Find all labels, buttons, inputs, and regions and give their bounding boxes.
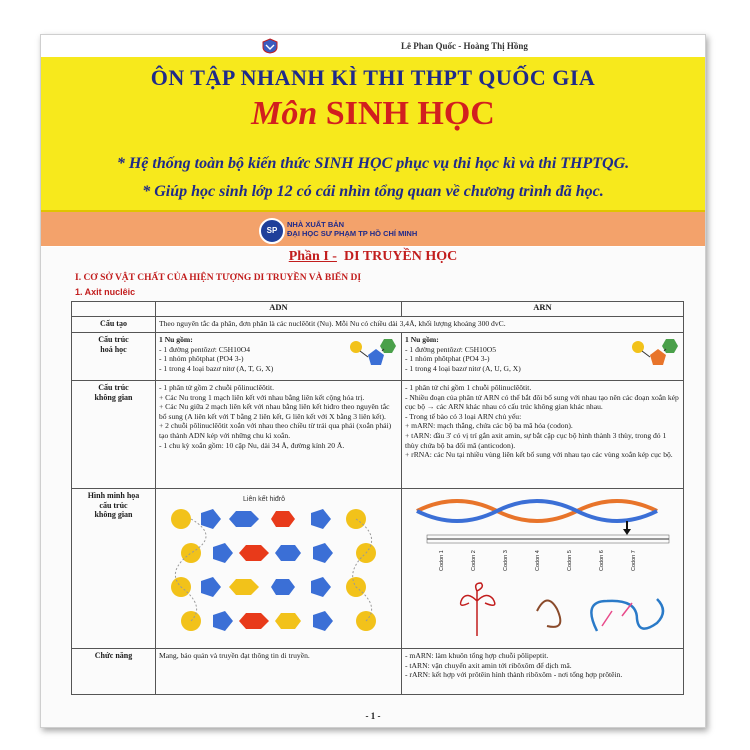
part-heading (41, 249, 705, 265)
row-label-text: cấu trúc (99, 500, 128, 510)
publisher-logo: SP (259, 218, 285, 244)
row-label-minh-hoa (72, 489, 156, 649)
publisher-name (287, 220, 417, 238)
mrna-strand-icon (591, 599, 663, 631)
table-header-row (72, 302, 684, 317)
list-item: - Nhiều đoạn của phân tử ARN có thể bắt đôi bổ sung với nhau tạo nên các đoạn xoắn kép cục bộ → các ARN khác nhau có cấu trúc không gian khác nhau. (405, 392, 679, 412)
top-bar (41, 35, 705, 58)
subject-prefix: Môn (251, 95, 318, 132)
list-item: + mARN: mạch thẳng, chứa các bộ ba mã hóa (codon). (405, 421, 573, 431)
list-item: - 1 phân tử chỉ gồm 1 chuỗi pôlinuclêôtit. (405, 383, 532, 392)
row-label-text: hoá học (100, 344, 127, 354)
hoa-hoc-adn (156, 333, 402, 381)
row-label-text: Cấu trúc (98, 383, 129, 392)
arn-nu-head: 1 Nu gồm: (405, 335, 439, 344)
row-label-text: không gian (94, 392, 133, 402)
dna-pair-row (171, 577, 366, 597)
part-label: Phần I - (288, 249, 337, 264)
school-logo-icon (261, 38, 279, 54)
publisher-line-1: NHÀ XUẤT BẢN (287, 220, 345, 229)
comparison-table (71, 301, 684, 695)
list-item: + Các Nu giữa 2 mạch liên kết với nhau bằng liên kết hiđro theo nguyên tắc bổ sung (A liên kết với T bằng 2 liên kết, G liên kết với X bằng 3 liên kết). (159, 402, 390, 421)
table-row (72, 317, 684, 333)
book-cover (40, 34, 706, 728)
list-item: - 1 phân tử gồm 2 chuỗi pôlinuclêôtit. (159, 383, 275, 392)
dna-pair-row (171, 509, 366, 529)
subsection-heading: 1. Axit nuclêic (75, 287, 136, 297)
arn-nu-base: - 1 trong 4 loại bazơ nitơ (A, U, G, X) (405, 363, 521, 373)
row-label-text: Hình minh họa (87, 491, 140, 500)
khong-gian-arn (402, 381, 684, 489)
arn-nu-sugar: - 1 đường pentôzơ: C5H10O5 (405, 344, 497, 354)
table-row (72, 649, 684, 695)
list-item: + tARN: đầu 3' có vị trí gắn axit amin, sự bắt cặp cục bộ hình thành 3 thùy, trong đó 1 thùy chứa bộ ba đối mã (anticodon). (405, 430, 667, 450)
table-row (72, 381, 684, 489)
row-label-khong-gian (72, 381, 156, 489)
table-row (72, 333, 684, 381)
dna-pair-row (181, 543, 376, 563)
trna-icon (460, 583, 494, 636)
dna-structure-illustration (161, 491, 397, 641)
row-label-chuc-nang (72, 649, 156, 695)
list-item: + rRNA: các Nu tại nhiều vùng liên kết bổ sung với nhau tạo các vùng xoắn kép cục bộ. (405, 450, 673, 460)
dna-pair-row (181, 611, 376, 631)
row-label-text: Cấu tạo (100, 319, 127, 328)
row-label-text: Cấu trúc (98, 335, 129, 344)
table-header-arn: ARN (402, 302, 684, 317)
banner-bullet-2: * Giúp học sinh lớp 12 có cái nhìn tổng quan về chương trình đã học. (142, 183, 604, 200)
chuc-nang-adn: Mang, bảo quản và truyền đạt thông tin di truyền. (156, 649, 402, 695)
list-item: - rARN: kết hợp với prôtêin hình thành ribôxôm - nơi tổng hợp prôtêin. (405, 670, 623, 680)
page-number: - 1 - (365, 711, 381, 721)
table-row (72, 489, 684, 649)
codon-label: Codon 2 (470, 550, 477, 571)
table-header-adn: ADN (156, 302, 402, 317)
main-title: ÔN TẬP NHANH KÌ THI THPT QUỐC GIA (150, 65, 596, 90)
section-heading: I. CƠ SỞ VẬT CHẤT CỦA HIỆN TƯỢNG DI TRUYỀN VÀ BIẾN DỊ (75, 273, 362, 283)
cau-tao-text: Theo nguyên tắc đa phân, đơn phân là các nuclêôtit (Nu). Mỗi Nu có chiều dài 3,4Å, khối lượng khoảng 300 đvC. (156, 317, 684, 333)
minh-hoa-arn (402, 489, 684, 649)
rna-structure-illustration (407, 491, 679, 641)
list-item: - tARN: vận chuyển axit amin tới ribôxôm để dịch mã. (405, 660, 572, 670)
codon-label: Codon 5 (566, 550, 573, 571)
list-item: - Trong tế bào có 3 loại ARN chủ yếu: (405, 411, 522, 421)
codon-label: Codon 4 (534, 550, 541, 571)
adn-nu-sugar: - 1 đường pentôzơ: C5H10O4 (159, 344, 251, 354)
codon-labels (439, 550, 637, 571)
codon-label: Codon 6 (598, 550, 605, 571)
nucleotide-diagram-icon (628, 335, 680, 375)
subject-title (41, 95, 705, 133)
adn-nu-phosphate: - 1 nhóm phôtphat (PO4 3-) (159, 354, 244, 364)
adn-nu-head: 1 Nu gồm: (159, 335, 193, 344)
part-title: DI TRUYỀN HỌC (343, 249, 458, 264)
codon-label: Codon 3 (502, 550, 509, 571)
row-label-cau-tao (72, 317, 156, 333)
list-item: - 1 chu kỳ xoắn gồm: 10 cặp Nu, dài 34 Å, đường kính 20 Å. (159, 440, 345, 450)
subject-name: SINH HỌC (325, 95, 495, 132)
row-label-text: Chức năng (94, 651, 133, 660)
ribosome-rrna-icon (537, 600, 560, 626)
khong-gian-adn (156, 381, 402, 489)
hydrogen-bond-caption: Liên kết hiđrô (242, 496, 285, 503)
list-item: - mARN: làm khuôn tổng hợp chuỗi pôlipeptit. (405, 651, 549, 660)
list-item: + 2 chuỗi pôlinuclêôtit xoắn với nhau theo chiều từ trái qua phải (xoắn phải) tạo thành ADN kép với những chu kì xoắn. (159, 421, 392, 440)
codon-label: Codon 1 (438, 550, 445, 571)
chuc-nang-arn (402, 649, 684, 695)
authors: Lê Phan Quốc - Hoàng Thị Hồng (401, 41, 528, 51)
row-label-hoa-hoc (72, 333, 156, 381)
minh-hoa-adn (156, 489, 402, 649)
banner-bullet-1: * Hệ thống toàn bộ kiến thức SINH HỌC phục vụ thi học kì và thi THPTQG. (116, 155, 630, 172)
nucleotide-diagram-icon (346, 335, 398, 375)
arn-nu-phosphate: - 1 nhóm phôtphat (PO4 3-) (405, 354, 490, 364)
adn-nu-base: - 1 trong 4 loại bazơ nitơ (A, T, G, X) (159, 363, 274, 373)
row-label-text: không gian (94, 510, 133, 520)
publisher-line-2: ĐẠI HỌC SƯ PHẠM TP HỒ CHÍ MINH (287, 229, 418, 238)
list-item: + Các Nu trong 1 mạch liên kết với nhau bằng liên kết cộng hóa trị. (159, 392, 365, 402)
table-header-empty (72, 302, 156, 317)
hoa-hoc-arn (402, 333, 684, 381)
codon-label: Codon 7 (630, 550, 637, 571)
